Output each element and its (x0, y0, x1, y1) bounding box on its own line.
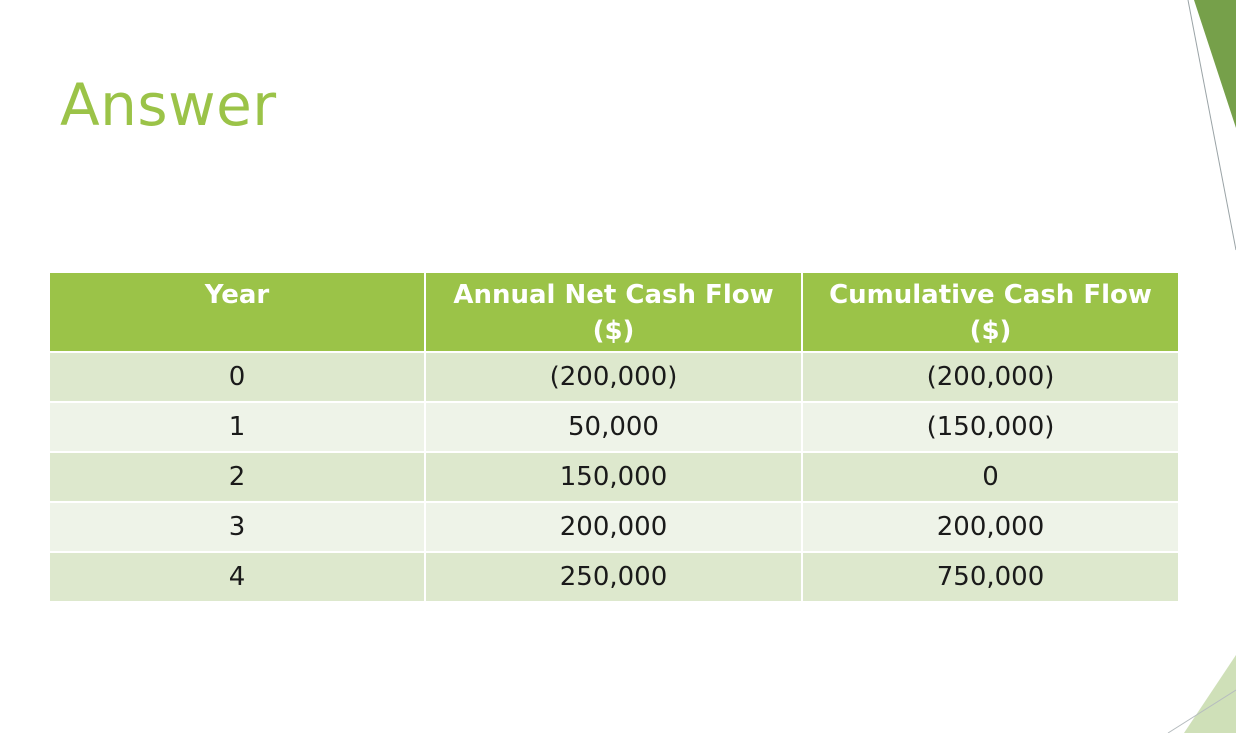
cell-cumulative-cash-flow: (200,000) (802, 352, 1179, 402)
table-header-row (49, 272, 1179, 352)
header-cumulative-cash-flow (802, 272, 1179, 352)
cell-annual-net-cash-flow: (200,000) (425, 352, 802, 402)
header-annual-label: Annual Net Cash Flow (453, 280, 774, 310)
cell-year: 1 (49, 402, 425, 452)
header-annual-net-cash-flow (425, 272, 802, 352)
cell-cumulative-cash-flow: (150,000) (802, 402, 1179, 452)
header-year (49, 272, 425, 352)
cell-cumulative-cash-flow: 0 (802, 452, 1179, 502)
cell-annual-net-cash-flow: 250,000 (425, 552, 802, 602)
cell-annual-net-cash-flow: 200,000 (425, 502, 802, 552)
slide-title: Answer (60, 71, 277, 139)
bottom-right-line (1168, 690, 1236, 733)
cell-cumulative-cash-flow: 750,000 (802, 552, 1179, 602)
cell-cumulative-cash-flow: 200,000 (802, 502, 1179, 552)
bottom-right-triangle (1184, 655, 1236, 733)
top-right-triangle (1194, 0, 1236, 128)
cell-annual-net-cash-flow: 150,000 (425, 452, 802, 502)
table-row (49, 402, 1179, 452)
header-cumulative-unit: ($) (969, 316, 1012, 346)
cell-year: 3 (49, 502, 425, 552)
cell-year: 4 (49, 552, 425, 602)
header-cumulative-label: Cumulative Cash Flow (829, 280, 1152, 310)
top-right-line (1188, 0, 1236, 250)
header-year-label: Year (204, 280, 270, 310)
table-row (49, 352, 1179, 402)
table-row (49, 502, 1179, 552)
cell-annual-net-cash-flow: 50,000 (425, 402, 802, 452)
header-annual-unit: ($) (592, 316, 635, 346)
table-row (49, 452, 1179, 502)
cell-year: 0 (49, 352, 425, 402)
cash-flow-table (48, 271, 1180, 603)
table-row (49, 552, 1179, 602)
cell-year: 2 (49, 452, 425, 502)
